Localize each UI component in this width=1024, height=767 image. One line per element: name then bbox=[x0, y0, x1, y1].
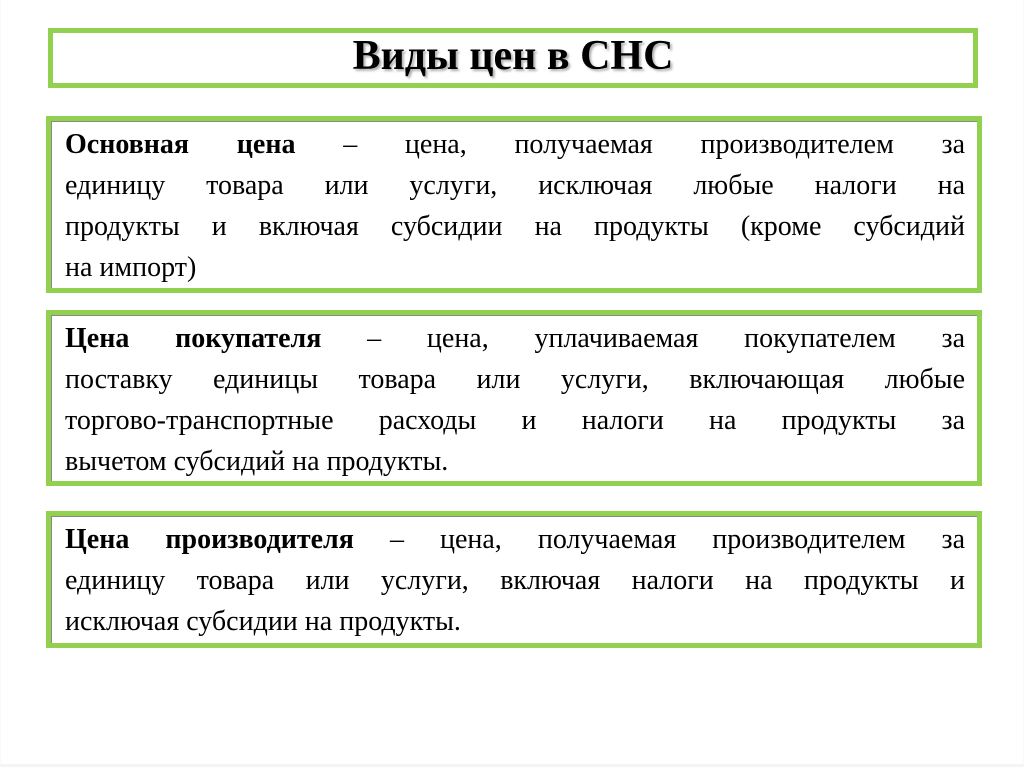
definition-line: поставку единицы товара или услуги, включающая любые bbox=[65, 364, 965, 395]
definition-line bbox=[65, 124, 965, 165]
definition-line: исключая субсидии на продукты. bbox=[65, 606, 461, 637]
definition-line: вычетом субсидий на продукты. bbox=[65, 446, 449, 477]
definition-line bbox=[65, 519, 965, 560]
definition-line-text: – цена, получаемая производителем за bbox=[389, 524, 966, 555]
definition-line-text: – цена, получаемая производителем за bbox=[343, 129, 965, 160]
definition-term: Основная цена bbox=[65, 129, 296, 160]
definition-line: на импорт) bbox=[65, 252, 197, 283]
slide-title: Виды цен в СНС bbox=[352, 33, 674, 79]
definition-line bbox=[65, 318, 965, 359]
definition-line: продукты и включая субсидии на продукты (кроме субсидий bbox=[65, 211, 965, 242]
definition-line: торгово-транспортные расходы и налоги на продукты за bbox=[65, 405, 965, 436]
definition-line-text: – цена, уплачиваемая покупателем за bbox=[367, 323, 965, 354]
definition-box-basic-price bbox=[46, 116, 982, 293]
definition-term: Цена производителя bbox=[65, 524, 354, 555]
definition-line: единицу товара или услуги, включая налоги на продукты и bbox=[65, 565, 965, 596]
definition-term: Цена покупателя bbox=[65, 323, 322, 354]
definition-box-producer-price bbox=[46, 511, 982, 648]
slide-title-box bbox=[48, 28, 978, 88]
definition-line: единицу товара или услуги, исключая любые налоги на bbox=[65, 170, 965, 201]
definition-box-purchaser-price bbox=[46, 310, 982, 486]
